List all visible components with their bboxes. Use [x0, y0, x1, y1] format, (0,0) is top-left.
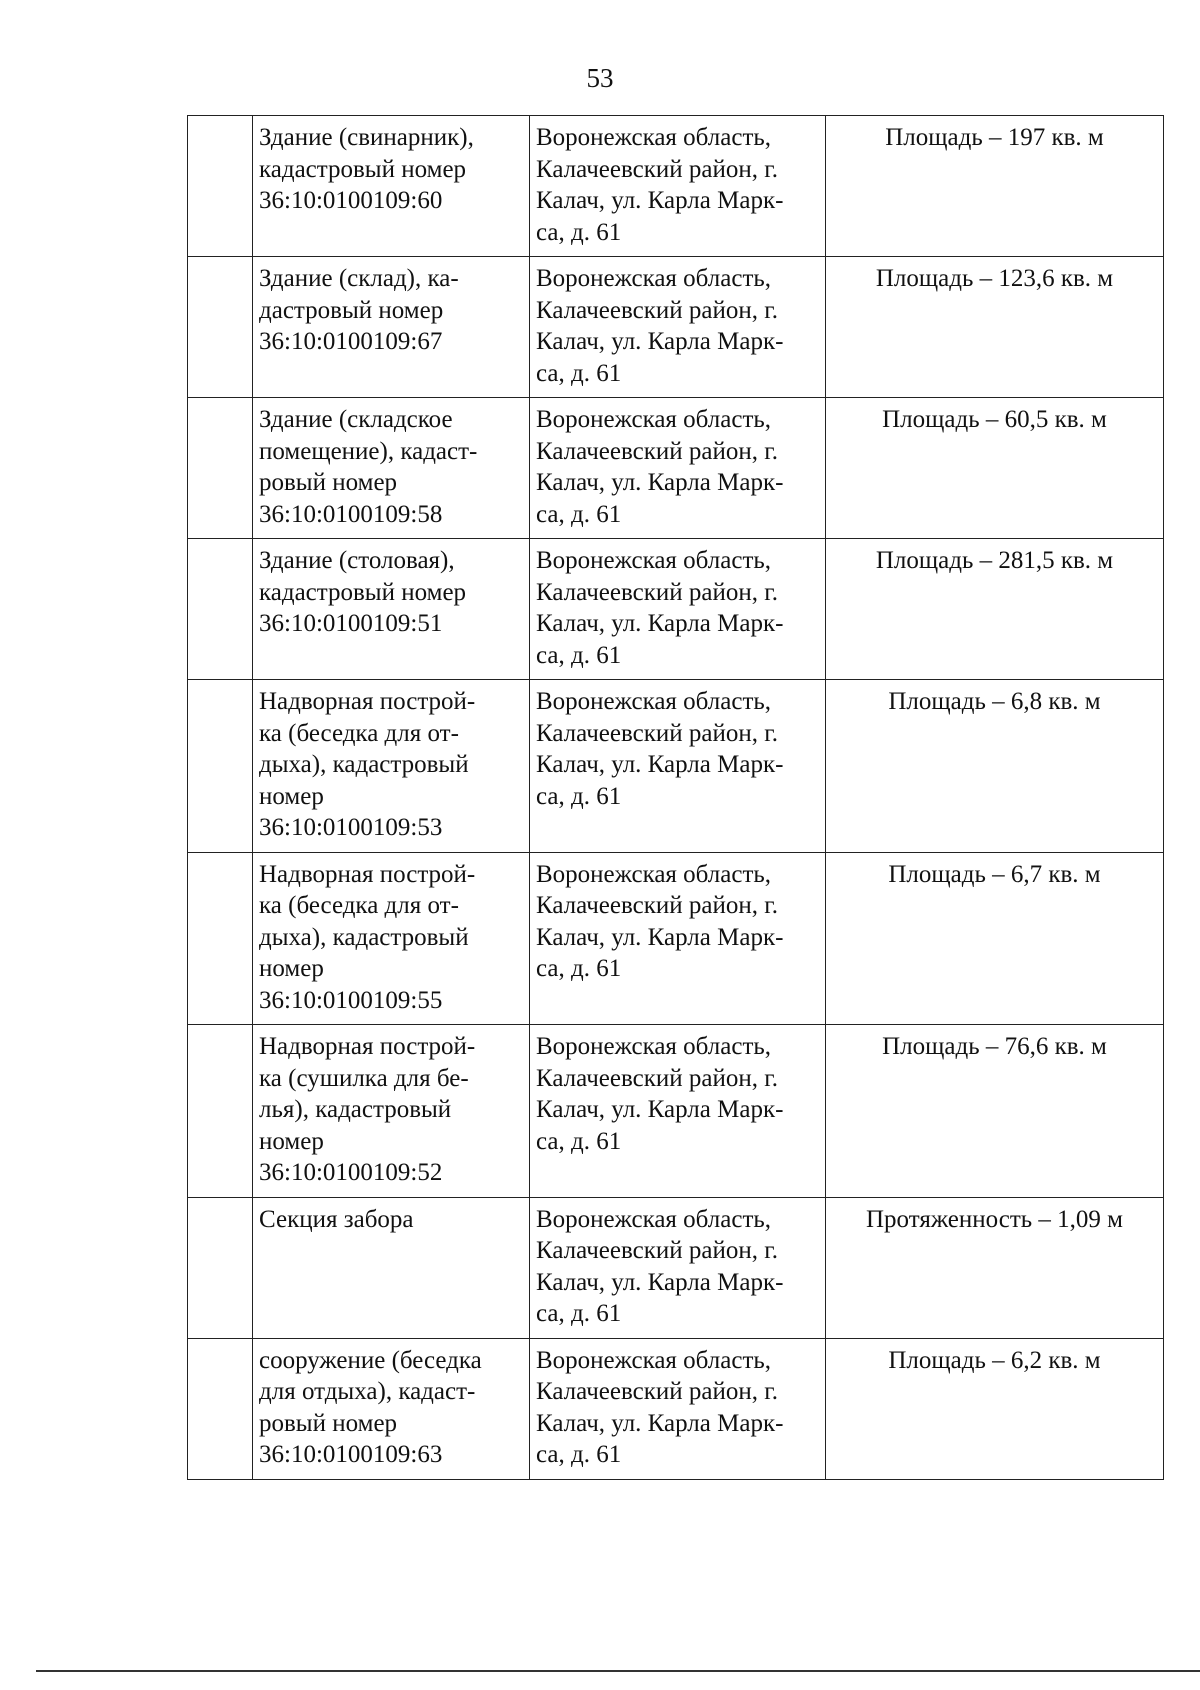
address-text: Воронежская область, Калачеевский район, г. Калач, ул. Карла Марк- са, д. 61: [536, 406, 784, 528]
characteristic-text: Площадь – 123,6 кв. м: [875, 265, 1114, 292]
object-name-cell: [253, 257, 530, 398]
object-name-text: Надворная построй- ка (беседка для от- дыха), кадастровый номер 36:10:0100109:53: [259, 688, 476, 841]
address-cell: [530, 116, 826, 257]
row-number-cell: [188, 398, 253, 539]
address-cell: [530, 257, 826, 398]
object-name-cell: [253, 680, 530, 853]
object-name-text: Здание (складское помещение), кадаст- ровый номер 36:10:0100109:58: [259, 406, 478, 528]
row-number-cell: [188, 1197, 253, 1338]
table-row: [188, 539, 1164, 680]
address-cell: [530, 1025, 826, 1198]
row-number-cell: [188, 116, 253, 257]
characteristic-text: Площадь – 60,5 кв. м: [882, 406, 1107, 433]
address-cell: [530, 1338, 826, 1479]
characteristic-cell: [826, 398, 1164, 539]
characteristic-text: Площадь – 6,8 кв. м: [888, 688, 1101, 715]
table-row: [188, 680, 1164, 853]
characteristic-cell: [826, 1197, 1164, 1338]
object-name-cell: [253, 1197, 530, 1338]
row-number-cell: [188, 1025, 253, 1198]
address-cell: [530, 1197, 826, 1338]
table-row: [188, 1025, 1164, 1198]
address-text: Воронежская область, Калачеевский район, г. Калач, ул. Карла Марк- са, д. 61: [536, 1033, 784, 1155]
object-name-cell: [253, 852, 530, 1025]
object-name-text: Здание (склад), ка- дастровый номер 36:10:0100109:67: [259, 265, 459, 355]
property-table: [187, 115, 1164, 1480]
characteristic-text: Площадь – 6,7 кв. м: [888, 860, 1101, 888]
table-row: [188, 1197, 1164, 1338]
object-name-text: сооружение (беседка для отдыха), кадаст- ровый номер 36:10:0100109:63: [259, 1346, 482, 1468]
characteristic-text: Площадь – 76,6 кв. м: [882, 1033, 1107, 1060]
characteristic-text: Протяженность – 1,09 м: [866, 1205, 1123, 1233]
table-row: [188, 257, 1164, 398]
row-number-cell: [188, 852, 253, 1025]
page-number: 53: [586, 63, 614, 93]
characteristic-cell: [826, 852, 1164, 1025]
table-row: [188, 398, 1164, 539]
characteristic-text: Площадь – 197 кв. м: [885, 124, 1104, 151]
object-name-text: Здание (свинарник), кадастровый номер 36:10:0100109:60: [259, 124, 474, 214]
object-name-cell: [253, 1338, 530, 1479]
address-text: Воронежская область, Калачеевский район, г. Калач, ул. Карла Марк- са, д. 61: [536, 1346, 784, 1468]
characteristic-cell: [826, 680, 1164, 853]
table-row: [188, 116, 1164, 257]
row-number-cell: [188, 539, 253, 680]
address-cell: [530, 680, 826, 853]
table-row: [188, 1338, 1164, 1479]
address-text: Воронежская область, Калачеевский район, г. Калач, ул. Карла Марк- са, д. 61: [536, 265, 784, 387]
object-name-cell: [253, 116, 530, 257]
property-table-container: [187, 115, 1145, 1480]
row-number-cell: [188, 1338, 253, 1479]
object-name-cell: [253, 539, 530, 680]
address-cell: [530, 852, 826, 1025]
address-text: Воронежская область, Калачеевский район, г. Калач, ул. Карла Марк- са, д. 61: [536, 124, 784, 246]
characteristic-cell: [826, 116, 1164, 257]
object-name-cell: [253, 398, 530, 539]
address-text: Воронежская область, Калачеевский район, г. Калач, ул. Карла Марк- са, д. 61: [536, 547, 784, 669]
row-number-cell: [188, 257, 253, 398]
address-text: Воронежская область, Калачеевский район, г. Калач, ул. Карла Марк- са, д. 61: [536, 1205, 784, 1327]
row-number-cell: [188, 680, 253, 853]
characteristic-cell: [826, 257, 1164, 398]
address-cell: [530, 539, 826, 680]
characteristic-text: Площадь – 281,5 кв. м: [875, 547, 1114, 574]
address-text: Воронежская область, Калачеевский район, г. Калач, ул. Карла Марк- са, д. 61: [536, 688, 784, 810]
characteristic-text: Площадь – 6,2 кв. м: [888, 1346, 1101, 1374]
characteristic-cell: [826, 1338, 1164, 1479]
object-name-text: Надворная построй- ка (беседка для от- дыха), кадастровый номер 36:10:0100109:55: [259, 860, 476, 1014]
object-name-text: Надворная построй- ка (сушилка для бе- лья), кадастровый номер 36:10:0100109:52: [259, 1033, 476, 1186]
table-row: [188, 852, 1164, 1025]
object-name-text: Здание (столовая), кадастровый номер 36:10:0100109:51: [259, 547, 467, 637]
characteristic-cell: [826, 539, 1164, 680]
object-name-text: Секция забора: [259, 1205, 414, 1233]
address-text: Воронежская область, Калачеевский район, г. Калач, ул. Карла Марк- са, д. 61: [536, 860, 784, 982]
scan-edge-line: [36, 1670, 1200, 1672]
characteristic-cell: [826, 1025, 1164, 1198]
object-name-cell: [253, 1025, 530, 1198]
address-cell: [530, 398, 826, 539]
